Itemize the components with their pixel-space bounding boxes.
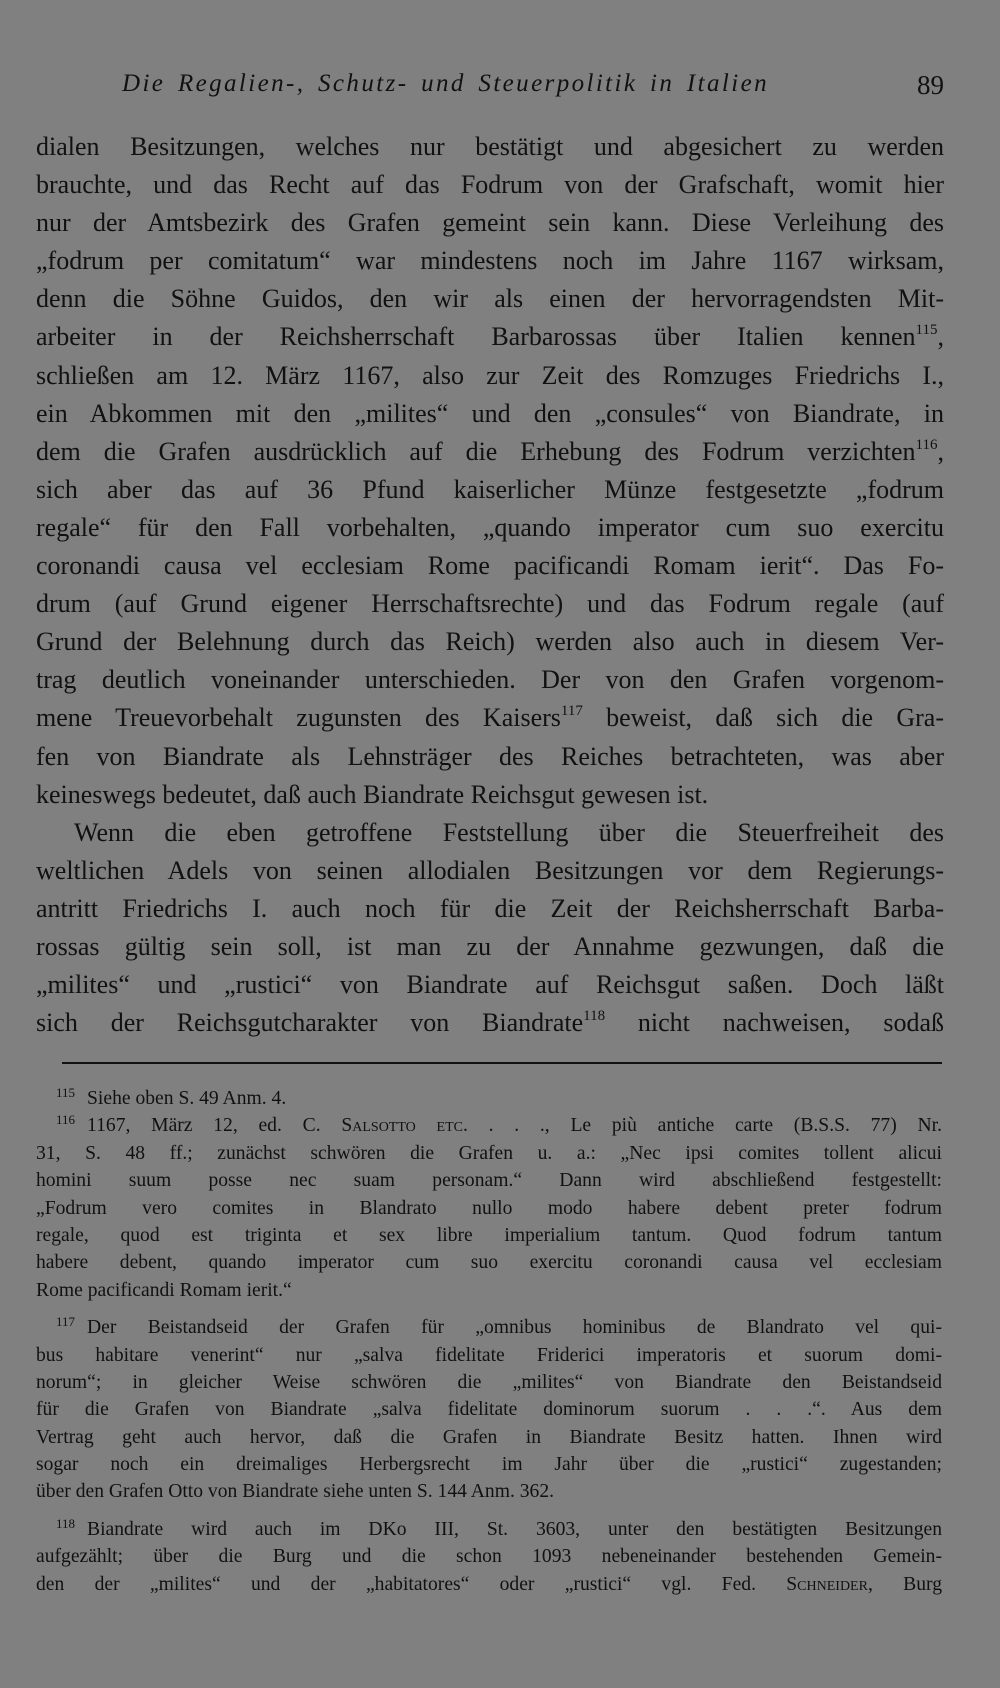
footnote-ref-118[interactable]: 118	[583, 1008, 606, 1025]
footnote-line: für die Grafen von Biandrate „salva fidelitate dominorum suorum . . .“. Aus dem	[36, 1399, 942, 1421]
text-line: keineswegs bedeutet, daß auch Biandrate Reichsgut gewesen ist.	[36, 779, 709, 809]
footnote-117	[36, 1314, 942, 1341]
footnote-116	[36, 1112, 942, 1139]
footnote-line: sogar noch ein dreimaliges Herbergsrecht im Jahr über die „rustici“ zugestanden;	[36, 1454, 942, 1476]
footnote-line: 31, S. 48 ff.; zunächst schwören die Grafen u. a.: „Nec ipsi comites tollent alicui	[36, 1142, 942, 1164]
page-number: 89	[917, 70, 944, 100]
running-head	[122, 70, 944, 106]
text-line: ein Abkommen mit den „milites“ und den „consules“ von Biandrate, in	[36, 398, 944, 428]
footnote-mark: 118	[56, 1515, 76, 1531]
footnote-line	[36, 1571, 942, 1598]
text-line	[36, 1004, 944, 1042]
running-title: Die Regalien-, Schutz- und Steuerpolitik in Italien	[122, 70, 769, 97]
footnote-ref-117[interactable]: 117	[560, 703, 583, 720]
footnote-line: Rome pacificandi Romam ierit.“	[36, 1279, 292, 1301]
text-line: antritt Friedrichs I. auch noch für die Zeit der Reichsherrschaft Barba-	[36, 893, 944, 923]
footnote-text: 1167, März 12, ed. C.	[87, 1115, 342, 1137]
footnote-gap	[36, 1506, 942, 1516]
text-span: ,	[937, 436, 944, 466]
footnote-line: über den Grafen Otto von Biandrate siehe unten S. 144 Anm. 362.	[36, 1481, 555, 1503]
footnote-mark: 115	[56, 1085, 76, 1100]
text-line: drum (auf Grund eigener Herrschaftsrechte) und das Fodrum regale (auf	[36, 589, 944, 619]
text-span: beweist, daß sich die Gra-	[582, 703, 944, 733]
text-line: nur der Amtsbezirk des Grafen gemeint sein kann. Diese Verleihung des	[36, 208, 944, 238]
text-span: dem die Grafen ausdrücklich auf die Erhebung des Fodrum verzichten	[36, 436, 916, 466]
footnote-gap	[36, 1304, 942, 1314]
footnote-line: regale, quod est triginta et sex libre imperialium tantum. Quod fodrum tantum	[36, 1224, 942, 1246]
footnote-line: norum“; in gleicher Weise schwören die „milites“ von Biandrate den Beistandseid	[36, 1371, 942, 1393]
footnote-text: den der „milites“ und der „habitatores“ oder „rustici“ vgl. Fed.	[36, 1573, 787, 1595]
footnote-line: homini suum posse nec suam personam.“ Dann wird abschließend festgestellt:	[36, 1170, 942, 1192]
text-line: „milites“ und „rustici“ von Biandrate auf Reichsgut saßen. Doch läßt	[36, 970, 944, 1000]
footnote-line: habere debent, quando imperator cum suo exercitu coronandi causa vel ecclesiam	[36, 1252, 942, 1274]
text-line: Wenn die eben getroffene Feststellung über die Steuerfreiheit des	[74, 817, 944, 847]
main-text	[36, 128, 944, 1042]
text-line: denn die Söhne Guidos, den wir als einen der hervorragendsten Mit-	[36, 284, 944, 314]
text-line: dialen Besitzungen, welches nur bestätigt und abgesichert zu werden	[36, 132, 944, 161]
text-line: schließen am 12. März 1167, also zur Zeit des Romzuges Friedrichs I.,	[36, 360, 944, 390]
footnote-text: Der Beistandseid der Grafen für „omnibus hominibus de Blandrato vel qui-	[87, 1317, 942, 1339]
text-span: mene Treuevorbehalt zugunsten des Kaisers	[36, 703, 561, 733]
footnote-text: Siehe oben S. 49 Anm. 4.	[87, 1088, 287, 1109]
text-line	[36, 318, 944, 356]
text-line: coronandi causa vel ecclesiam Rome pacificandi Romam ierit“. Das Fo-	[36, 551, 944, 581]
footnote-separator	[62, 1062, 942, 1064]
footnote-ref-115[interactable]: 115	[915, 322, 938, 339]
footnote-text: Biandrate wird auch im DKo III, St. 3603, unter den bestätigten Besitzungen	[87, 1518, 942, 1540]
text-line: regale“ für den Fall vorbehalten, „quando imperator cum suo exercitu	[36, 512, 944, 542]
text-span: sich der Reichsgutcharakter von Biandrate	[36, 1008, 584, 1038]
text-line: trag deutlich voneinander unterschieden. Der von den Grafen vorgenom-	[36, 665, 944, 695]
text-line: „fodrum per comitatum“ war mindestens noch im Jahre 1167 wirksam,	[36, 246, 944, 276]
footnotes	[36, 1085, 942, 1598]
text-span: arbeiter in der Reichsherrschaft Barbarossas über Italien kennen	[36, 322, 916, 352]
text-line: sich aber das auf 36 Pfund kaiserlicher Münze festgesetzte „fodrum	[36, 474, 944, 504]
footnote-line: Vertrag geht auch hervor, daß die Grafen in Biandrate Besitz hatten. Ihnen wird	[36, 1426, 942, 1448]
footnote-line: bus habitare venerint“ nur „salva fidelitate Friderici imperatoris et suorum domi-	[36, 1344, 942, 1366]
text-span: ,	[937, 322, 944, 352]
footnote-mark: 117	[56, 1314, 76, 1330]
text-line: brauchte, und das Recht auf das Fodrum von der Grafschaft, womit hier	[36, 170, 944, 200]
text-span: nicht nachweisen, sodaß	[605, 1008, 944, 1038]
footnote-ref-116[interactable]: 116	[915, 436, 938, 453]
footnote-text: , Burg	[867, 1573, 942, 1595]
text-line	[36, 699, 944, 737]
text-line: weltlichen Adels von seinen allodialen Besitzungen vor dem Regierungs-	[36, 855, 944, 885]
footnote-115	[36, 1085, 942, 1112]
text-line: rossas gültig sein soll, ist man zu der Annahme gezwungen, daß die	[36, 931, 944, 961]
footnote-line: „Fodrum vero comites in Blandrato nullo modo habere debent preter fodrum	[36, 1197, 942, 1219]
author-name: Salsotto etc.	[341, 1115, 468, 1137]
text-line: fen von Biandrate als Lehnsträger des Reiches betrachteten, was aber	[36, 741, 944, 771]
footnote-line: aufgezählt; über die Burg und die schon 1093 nebeneinander bestehenden Gemein-	[36, 1546, 942, 1568]
text-line: Grund der Belehnung durch das Reich) werden also auch in diesem Ver-	[36, 627, 944, 657]
text-line	[36, 433, 944, 471]
footnote-mark: 116	[56, 1112, 76, 1128]
author-name: Schneider	[786, 1573, 868, 1595]
footnote-text: . . ., Le più antiche carte (B.S.S. 77) Nr.	[467, 1115, 942, 1137]
footnote-118	[36, 1516, 942, 1543]
